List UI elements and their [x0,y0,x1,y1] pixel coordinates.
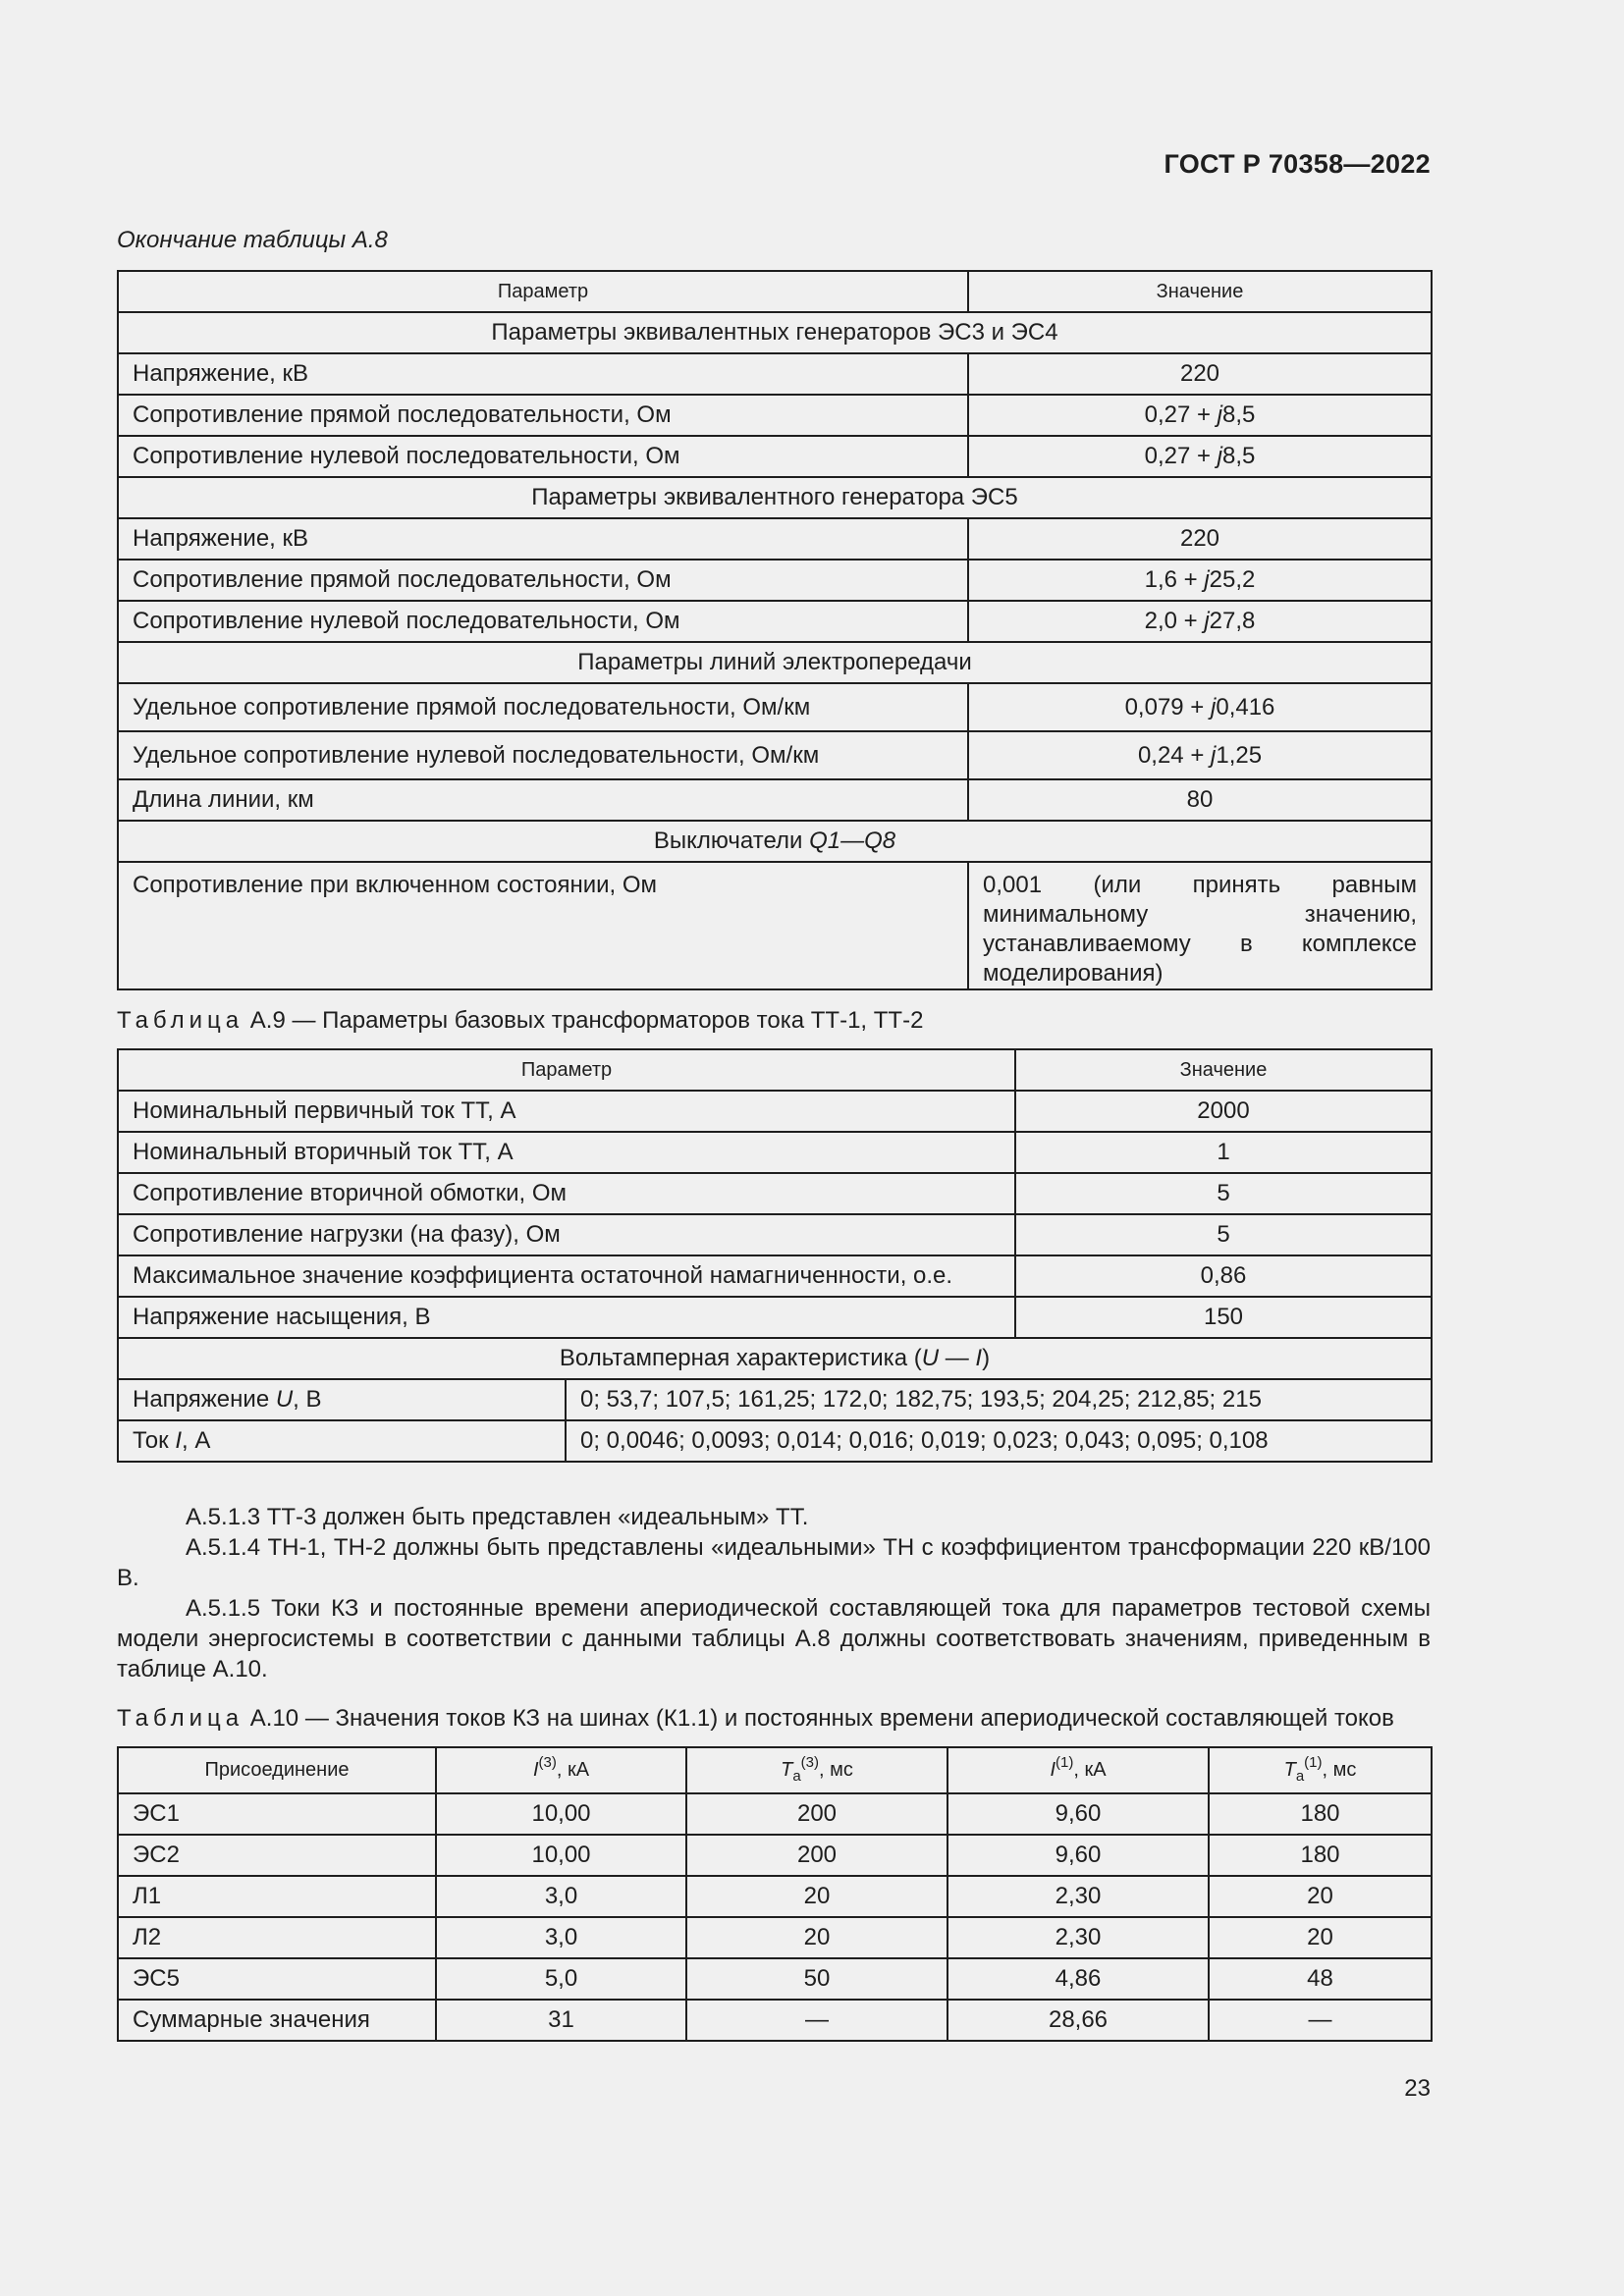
connection-cell: Суммарные значения [118,2000,436,2041]
value-j: j [1211,741,1217,769]
header-sup: (1) [1304,1754,1323,1771]
table-row [118,560,1432,601]
table-header-row [118,1049,1432,1091]
value-cell: 0; 53,7; 107,5; 161,25; 172,0; 182,75; 193,5; 204,25; 212,85; 215 [566,1379,1432,1420]
value-cell: 180 [1209,1835,1432,1876]
section-breakers-label: Выключатели [653,828,810,854]
section-va-text: Вольтамперная характеристика ( [559,1345,922,1371]
section-va-i: I [975,1345,983,1371]
table-row [118,1379,1432,1420]
table-a8 [117,270,1433,990]
section-breakers [118,821,1432,862]
table-row [118,395,1432,436]
section-generator-es5: Параметры эквивалентного генератора ЭС5 [118,477,1432,518]
value-cell: 10,00 [436,1835,686,1876]
value-j: j [1217,443,1223,469]
header-sub: a [792,1768,801,1785]
value-cell [968,683,1432,731]
value-cell: 31 [436,2000,686,2041]
section-row [118,312,1432,353]
header-unit: , кА [1073,1759,1107,1781]
param-cell: Напряжение, кВ [118,353,968,395]
value-cell: 220 [968,353,1432,395]
value-cell: 5 [1015,1173,1432,1214]
value-cell: 3,0 [436,1917,686,1958]
param-cell: Напряжение насыщения, В [118,1297,1015,1338]
section-va-u: U [921,1345,940,1371]
param-unit: , В [293,1386,322,1413]
value-imag: 27,8 [1209,608,1256,634]
table-row [118,779,1432,821]
value-cell: 20 [1209,1917,1432,1958]
value-real: 0,079 + [1124,693,1211,721]
value-real: 0,24 + [1137,741,1211,769]
param-cell: Номинальный первичный ток ТТ, А [118,1091,1015,1132]
connection-cell: Л1 [118,1876,436,1917]
table-row [118,518,1432,560]
header-sup: (1) [1056,1754,1074,1771]
param-unit: , А [181,1427,211,1454]
col-header-i1 [947,1747,1209,1793]
value-cell: 4,86 [947,1958,1209,2000]
table-row [118,1132,1432,1173]
table-row [118,353,1432,395]
param-cell: Сопротивление при включенном состоянии, Ом [118,862,968,989]
value-cell: 0,001 (или принять равным минимальному значению, устанавливаемому в комплексе моделирования) [968,862,1432,989]
param-cell: Удельное сопротивление прямой последовательности, Ом/км [118,683,968,731]
value-cell: 20 [686,1876,947,1917]
section-power-lines: Параметры линий электропередачи [118,642,1432,683]
value-cell: 220 [968,518,1432,560]
value-cell [968,436,1432,477]
param-cell: Удельное сопротивление нулевой последовательности, Ом/км [118,731,968,779]
value-cell: 2,30 [947,1917,1209,1958]
param-cell: Максимальное значение коэффициента остаточной намагниченности, о.е. [118,1255,1015,1297]
param-cell: Сопротивление нагрузки (на фазу), Ом [118,1214,1015,1255]
header-sub: a [1295,1768,1305,1785]
connection-cell: ЭС2 [118,1835,436,1876]
table-a9-title-text: А.9 — Параметры базовых трансформаторов тока ТТ-1, ТТ-2 [244,1007,924,1034]
paragraph-a515: А.5.1.5 Токи КЗ и постоянные времени апериодической составляющей тока для параметров тестовой схемы модели энергосистемы в соответствии с данными таблицы А.8 должны соответствовать значениям, приведенным в таблице А.10. [117,1595,1431,1682]
param-cell: Сопротивление нулевой последовательности, Ом [118,436,968,477]
table-row [118,1297,1432,1338]
table-a8-continuation-caption: Окончание таблицы А.8 [117,227,388,253]
value-j: j [1204,608,1210,634]
paragraph-a513: А.5.1.3 ТТ-3 должен быть представлен «идеальным» ТТ. [186,1504,809,1530]
table-a10 [117,1746,1433,2042]
value-real: 1,6 + [1144,566,1205,593]
table-row [118,601,1432,642]
connection-cell: Л2 [118,1917,436,1958]
header-unit: , мс [819,1759,853,1781]
section-row [118,642,1432,683]
param-cell: Сопротивление прямой последовательности, Ом [118,395,968,436]
value-cell: 10,00 [436,1793,686,1835]
value-cell: 9,60 [947,1835,1209,1876]
table-row [118,1420,1432,1462]
header-unit: , мс [1322,1759,1357,1781]
col-header-ta1 [1209,1747,1432,1793]
value-j: j [1211,693,1217,721]
table-row [118,1876,1432,1917]
value-cell: 28,66 [947,2000,1209,2041]
param-symbol: I [175,1427,182,1454]
col-header-ta3 [686,1747,947,1793]
param-text: Ток [133,1427,176,1454]
table-header-row [118,271,1432,312]
value-cell [968,601,1432,642]
value-cell: 2,30 [947,1876,1209,1917]
value-imag: 1,25 [1216,741,1263,769]
param-cell [118,1379,566,1420]
section-breakers-range: Q1—Q8 [809,828,896,854]
value-cell: 80 [968,779,1432,821]
table-a10-title [117,1705,1394,1733]
table-word: Таблица [117,1007,244,1034]
table-row [118,1214,1432,1255]
table-row [118,1255,1432,1297]
table-row [118,1917,1432,1958]
value-imag: 8,5 [1222,401,1256,428]
value-cell: 2000 [1015,1091,1432,1132]
connection-cell: ЭС1 [118,1793,436,1835]
value-cell [968,731,1432,779]
param-text: Напряжение [133,1386,276,1413]
value-cell: 200 [686,1793,947,1835]
table-row-total [118,2000,1432,2041]
param-cell: Длина линии, км [118,779,968,821]
section-row [118,1338,1432,1379]
header-sup: (3) [800,1754,820,1771]
col-header-connection: Присоединение [118,1747,436,1793]
param-cell: Напряжение, кВ [118,518,968,560]
header-symbol: T [1283,1759,1296,1781]
value-cell: 0; 0,0046; 0,0093; 0,014; 0,016; 0,019; 0,023; 0,043; 0,095; 0,108 [566,1420,1432,1462]
param-cell: Сопротивление прямой последовательности, Ом [118,560,968,601]
header-symbol: T [781,1759,793,1781]
table-word: Таблица [117,1705,244,1732]
param-cell: Сопротивление нулевой последовательности, Ом [118,601,968,642]
header-sup: (3) [538,1754,557,1771]
value-imag: 8,5 [1222,443,1256,469]
value-cell: 9,60 [947,1793,1209,1835]
document-id: ГОСТ Р 70358—2022 [1164,149,1431,179]
value-cell: 48 [1209,1958,1432,2000]
value-cell [968,395,1432,436]
table-header-row [118,1747,1432,1793]
table-row [118,436,1432,477]
value-cell: 1 [1015,1132,1432,1173]
value-cell: 5,0 [436,1958,686,2000]
param-cell: Номинальный вторичный ток ТТ, А [118,1132,1015,1173]
table-row [118,731,1432,779]
section-va-close: ) [982,1345,991,1371]
connection-cell: ЭС5 [118,1958,436,2000]
value-cell: 5 [1015,1214,1432,1255]
value-real: 0,27 + [1144,401,1218,428]
col-header-value: Значение [968,271,1432,312]
section-va-dash: — [939,1345,976,1371]
value-real: 2,0 + [1144,608,1205,634]
value-cell [968,560,1432,601]
header-symbol: I [532,1759,539,1781]
table-a9-title [117,1007,923,1035]
section-row [118,821,1432,862]
table-row [118,862,1432,989]
value-cell: 3,0 [436,1876,686,1917]
value-real: 0,27 + [1144,443,1218,469]
param-cell: Сопротивление вторичной обмотки, Ом [118,1173,1015,1214]
table-row [118,1958,1432,2000]
value-cell: — [1209,2000,1432,2041]
value-cell: 150 [1015,1297,1432,1338]
body-text [117,1502,1431,1684]
value-cell: 50 [686,1958,947,2000]
col-header-parameter: Параметр [118,1049,1015,1091]
table-row [118,1835,1432,1876]
table-row [118,683,1432,731]
page-number: 23 [1404,2075,1431,2102]
value-cell: 180 [1209,1793,1432,1835]
value-cell: 200 [686,1835,947,1876]
table-a9 [117,1048,1433,1463]
table-row [118,1793,1432,1835]
value-imag: 25,2 [1209,566,1256,593]
section-row [118,477,1432,518]
value-j: j [1217,401,1223,428]
value-cell: 0,86 [1015,1255,1432,1297]
value-cell: — [686,2000,947,2041]
section-volt-ampere [118,1338,1432,1379]
section-generators-es3-es4: Параметры эквивалентных генераторов ЭС3 и ЭС4 [118,312,1432,353]
table-a10-title-text: А.10 — Значения токов КЗ на шинах (К1.1) и постоянных времени апериодической составляющей токов [244,1705,1394,1732]
param-symbol: U [275,1386,294,1413]
value-j: j [1204,566,1210,593]
value-imag: 0,416 [1216,693,1275,721]
table-row [118,1091,1432,1132]
table-row [118,1173,1432,1214]
paragraph-a514: А.5.1.4 ТН-1, ТН-2 должны быть представлены «идеальными» ТН с коэффициентом трансформации 220 кВ/100 В. [117,1534,1431,1591]
col-header-i3 [436,1747,686,1793]
header-unit: , кА [556,1759,590,1781]
param-cell [118,1420,566,1462]
header-symbol: I [1050,1759,1056,1781]
value-cell: 20 [686,1917,947,1958]
value-cell: 20 [1209,1876,1432,1917]
col-header-parameter: Параметр [118,271,968,312]
col-header-value: Значение [1015,1049,1432,1091]
